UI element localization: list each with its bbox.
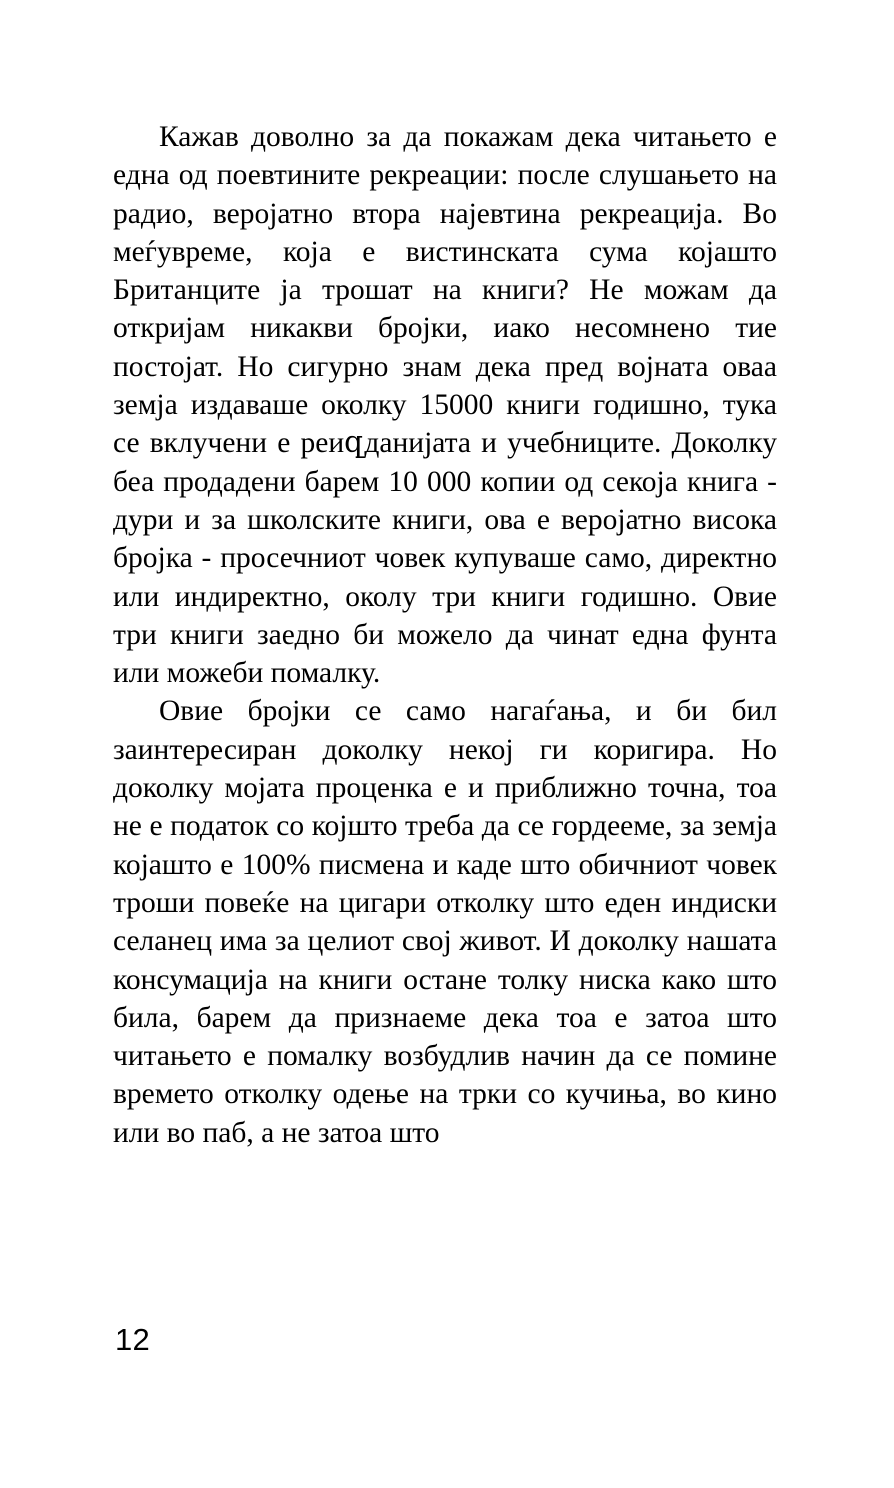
paragraph-1: Кажав доволно за да покажам дека читањето е една од поевтините рекреации: после слушањето на радио, веројатно втора најевтина рекреација. Во меѓувреме, која е вистинската сума којашто Британците ја трошат на книги? Не можам да откријам никакви бројки, иако несомнено тие постојат. Но сигурно знам дека пред војната оваа земја издаваше околку 15000 книги годишно, тука се вклучени е реиզданијата и учебниците. Доколку беа продадени барем 10 000 копии од секоја книга - дури и за школските книги, ова е веројатно висока бројка - просечниот човек купуваше само, директно или индиректно, околу три книги годишно. Овие три книги заедно би можело да чинат една фунта или можеби помалку. (113, 121, 777, 690)
body-text-column (113, 118, 777, 1152)
page-number: 12 (115, 1322, 150, 1357)
paragraph-2: Овие бројки се само нагаѓања, и би бил заинтересиран доколку некој ги коригира. Но доколку мојата проценка е и приближно точна, тоа не е податок со којшто треба да се гордееме, за земја којашто е 100% писмена и каде што обичниот човек троши повеќе на цигари отколку што еден индиски селанец има за целиот свој живот. И доколку нашата консумација на книги остане толку ниска како што била, барем да признаеме дека тоа е затоа што читањето е помалку возбудлив начин да се помине времето отколку одење на трки со кучиња, во кино или во паб, а не затоа што (113, 695, 777, 1149)
